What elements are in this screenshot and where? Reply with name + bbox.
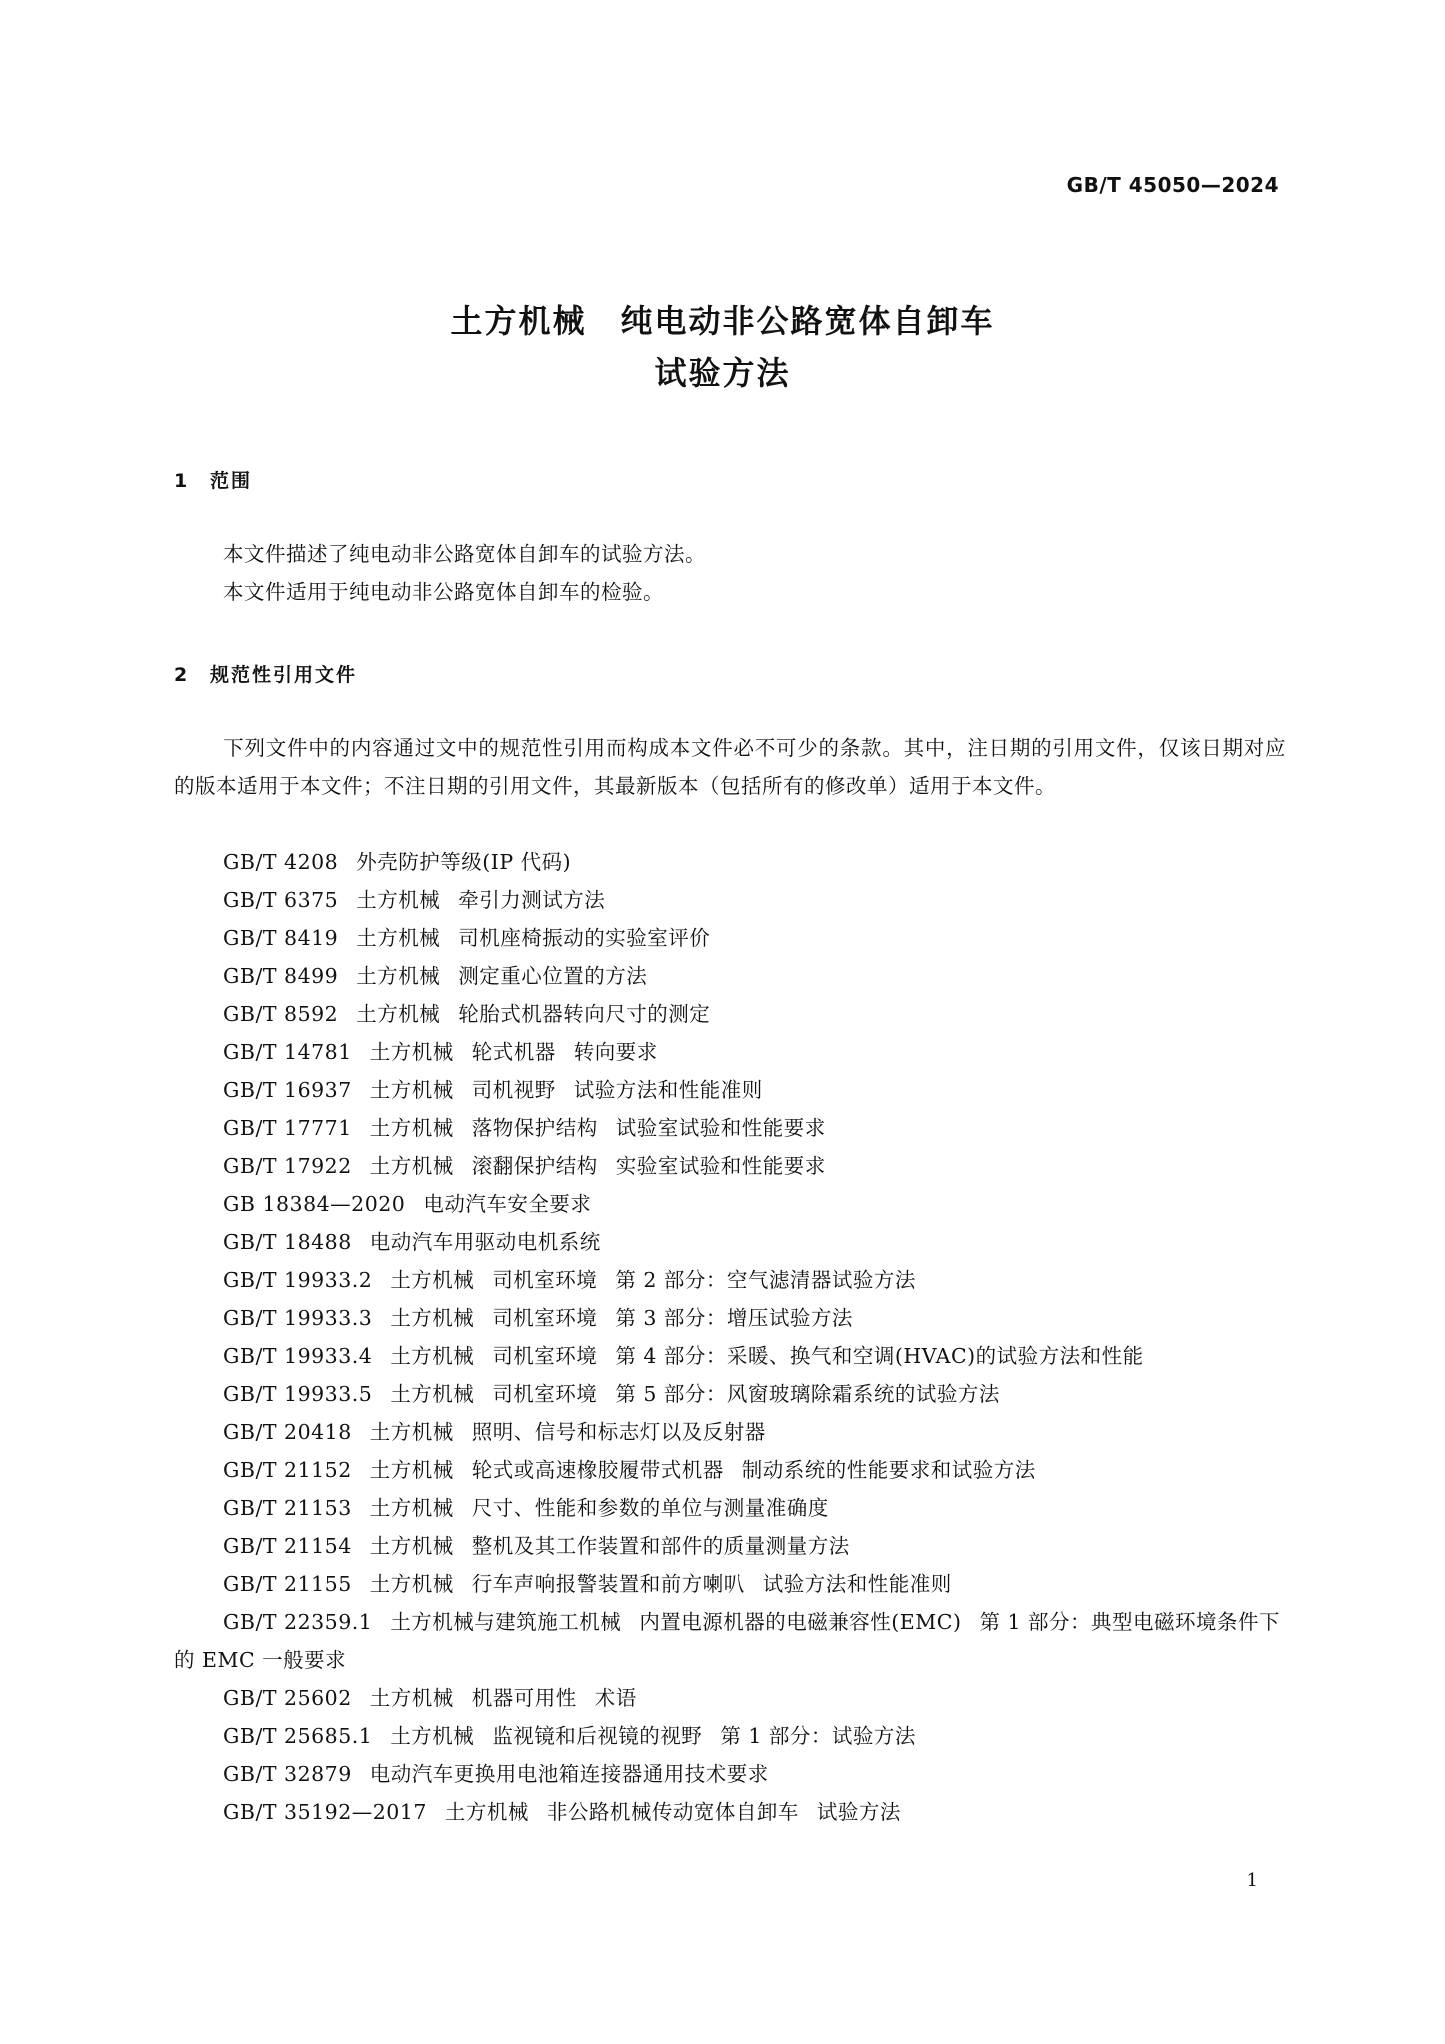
reference-title-part: 监视镜和后视镜的视野 xyxy=(492,1724,703,1748)
reference-item xyxy=(174,1033,1286,1071)
reference-title-part: 土方机械 xyxy=(369,1686,454,1710)
reference-code: GB/T 19933.5 xyxy=(223,1382,373,1406)
reference-code: GB/T 19933.3 xyxy=(223,1306,373,1330)
reference-title-part: 土方机械与建筑施工机械 xyxy=(390,1610,622,1634)
reference-code: GB/T 21152 xyxy=(223,1458,352,1482)
reference-item xyxy=(174,1071,1286,1109)
reference-code: GB/T 21153 xyxy=(223,1496,352,1520)
reference-title-part: 牵引力测试方法 xyxy=(458,888,606,912)
reference-code: GB/T 32879 xyxy=(223,1762,352,1786)
reference-code: GB/T 17922 xyxy=(223,1154,352,1178)
scope-paragraph-1 xyxy=(174,535,1286,573)
section-1-heading xyxy=(174,466,252,493)
reference-item xyxy=(174,995,1286,1033)
reference-item xyxy=(174,1413,1286,1451)
reference-item xyxy=(174,919,1286,957)
reference-code: GB/T 16937 xyxy=(223,1078,352,1102)
reference-title-part: 司机室环境 xyxy=(492,1268,598,1292)
reference-item xyxy=(174,881,1286,919)
title-line-1 xyxy=(0,295,1445,347)
reference-title-part: 土方机械 xyxy=(369,1078,454,1102)
reference-item xyxy=(174,1375,1286,1413)
reference-title-part: 土方机械 xyxy=(356,1002,441,1026)
reference-title-part: 土方机械 xyxy=(390,1724,475,1748)
reference-title-part: 电动汽车用驱动电机系统 xyxy=(369,1230,601,1254)
reference-title-part: 土方机械 xyxy=(390,1306,475,1330)
reference-title-part: 落物保护结构 xyxy=(471,1116,598,1140)
reference-title-part: 土方机械 xyxy=(369,1496,454,1520)
reference-title-part: 轮式或高速橡胶履带式机器 xyxy=(471,1458,724,1482)
reference-title-part: 实验室试验和性能要求 xyxy=(615,1154,826,1178)
reference-title-part: 制动系统的性能要求和试验方法 xyxy=(741,1458,1036,1482)
reference-item xyxy=(174,1679,1286,1717)
reference-code: GB/T 17771 xyxy=(223,1116,352,1140)
title-line-1-part-1: 土方机械 xyxy=(450,302,587,340)
reference-title-part: 第 1 部分：试验方法 xyxy=(720,1724,916,1748)
reference-item xyxy=(174,1527,1286,1565)
reference-code: GB/T 19933.2 xyxy=(223,1268,373,1292)
reference-item xyxy=(174,1489,1286,1527)
reference-title-part: 土方机械 xyxy=(369,1572,454,1596)
reference-code: GB/T 25685.1 xyxy=(223,1724,373,1748)
document-title xyxy=(0,295,1445,399)
reference-title-part: 试验方法和性能准则 xyxy=(573,1078,763,1102)
reference-title-part: 土方机械 xyxy=(369,1040,454,1064)
normative-references-list xyxy=(174,843,1286,1831)
reference-title-part: 第 5 部分：风窗玻璃除霜系统的试验方法 xyxy=(615,1382,1000,1406)
reference-code: GB/T 18488 xyxy=(223,1230,352,1254)
reference-code: GB/T 22359.1 xyxy=(223,1610,373,1634)
scope-text-1: 本文件描述了纯电动非公路宽体自卸车的试验方法。 xyxy=(223,542,706,566)
references-intro-text: 下列文件中的内容通过文中的规范性引用而构成本文件必不可少的条款。其中，注日期的引用文件，仅该日期对应的版本适用于本文件；不注日期的引用文件，其最新版本（包括所有的修改单）适用于本文件。 xyxy=(174,736,1286,798)
reference-title-part: 非公路机械传动宽体自卸车 xyxy=(546,1800,799,1824)
reference-item xyxy=(174,843,1286,881)
page-number: 1 xyxy=(1246,1870,1258,1891)
reference-item xyxy=(174,1451,1286,1489)
reference-title-part: 照明、信号和标志灯以及反射器 xyxy=(471,1420,766,1444)
reference-item xyxy=(174,1147,1286,1185)
reference-code: GB/T 20418 xyxy=(223,1420,352,1444)
title-line-2: 试验方法 xyxy=(654,354,791,392)
reference-code: GB/T 8592 xyxy=(223,1002,339,1026)
reference-code: GB/T 8419 xyxy=(223,926,339,950)
reference-item xyxy=(174,1603,1286,1679)
reference-code: GB/T 8499 xyxy=(223,964,339,988)
standard-number: GB/T 45050—2024 xyxy=(1066,173,1279,197)
reference-title-part: 土方机械 xyxy=(390,1344,475,1368)
references-intro-paragraph xyxy=(174,729,1286,805)
section-number: 1 xyxy=(174,470,190,492)
reference-title-part: 第 1 部分：典型电磁环境条件下的 EMC 一般要求 xyxy=(174,1610,1281,1672)
reference-code: GB/T 35192—2017 xyxy=(223,1800,427,1824)
reference-title-part: 土方机械 xyxy=(390,1268,475,1292)
reference-title-part: 转向要求 xyxy=(573,1040,658,1064)
reference-title-part: 土方机械 xyxy=(369,1154,454,1178)
reference-title-part: 内置电源机器的电磁兼容性(EMC) xyxy=(639,1610,962,1634)
reference-title-part: 土方机械 xyxy=(356,888,441,912)
reference-item xyxy=(174,1755,1286,1793)
reference-title-part: 外壳防护等级(IP 代码) xyxy=(356,850,572,874)
reference-title-part: 电动汽车安全要求 xyxy=(423,1192,592,1216)
scope-text-2: 本文件适用于纯电动非公路宽体自卸车的检验。 xyxy=(223,580,664,604)
reference-code: GB/T 6375 xyxy=(223,888,339,912)
reference-title-part: 司机室环境 xyxy=(492,1382,598,1406)
reference-title-part: 轮式机器 xyxy=(471,1040,556,1064)
reference-code: GB/T 21154 xyxy=(223,1534,352,1558)
section-2-heading xyxy=(174,660,357,687)
reference-code: GB/T 14781 xyxy=(223,1040,352,1064)
reference-title-part: 司机视野 xyxy=(471,1078,556,1102)
reference-title-part: 轮胎式机器转向尺寸的测定 xyxy=(458,1002,711,1026)
reference-item xyxy=(174,1793,1286,1831)
reference-title-part: 试验方法和性能准则 xyxy=(762,1572,952,1596)
section-title: 范围 xyxy=(210,470,253,492)
reference-title-part: 司机室环境 xyxy=(492,1344,598,1368)
reference-title-part: 土方机械 xyxy=(369,1420,454,1444)
reference-title-part: 土方机械 xyxy=(369,1458,454,1482)
reference-title-part: 整机及其工作装置和部件的质量测量方法 xyxy=(471,1534,850,1558)
scope-paragraph-2 xyxy=(174,573,1286,611)
reference-item xyxy=(174,1717,1286,1755)
reference-title-part: 土方机械 xyxy=(356,964,441,988)
reference-title-part: 土方机械 xyxy=(369,1534,454,1558)
reference-code: GB/T 25602 xyxy=(223,1686,352,1710)
reference-title-part: 电动汽车更换用电池箱连接器通用技术要求 xyxy=(369,1762,769,1786)
reference-title-part: 土方机械 xyxy=(444,1800,529,1824)
reference-title-part: 试验方法 xyxy=(816,1800,901,1824)
reference-item xyxy=(174,1261,1286,1299)
reference-title-part: 土方机械 xyxy=(390,1382,475,1406)
reference-item xyxy=(174,1565,1286,1603)
reference-title-part: 第 2 部分：空气滤清器试验方法 xyxy=(615,1268,916,1292)
reference-title-part: 术语 xyxy=(594,1686,637,1710)
reference-title-part: 第 4 部分：采暖、换气和空调(HVAC)的试验方法和性能 xyxy=(615,1344,1144,1368)
section-title: 规范性引用文件 xyxy=(210,664,358,686)
reference-title-part: 测定重心位置的方法 xyxy=(458,964,648,988)
reference-code: GB/T 19933.4 xyxy=(223,1344,373,1368)
reference-title-part: 行车声响报警装置和前方喇叭 xyxy=(471,1572,745,1596)
reference-item xyxy=(174,957,1286,995)
reference-title-part: 尺寸、性能和参数的单位与测量准确度 xyxy=(471,1496,829,1520)
reference-title-part: 土方机械 xyxy=(369,1116,454,1140)
reference-title-part: 试验室试验和性能要求 xyxy=(615,1116,826,1140)
reference-title-part: 司机座椅振动的实验室评价 xyxy=(458,926,711,950)
reference-item xyxy=(174,1185,1286,1223)
reference-item xyxy=(174,1223,1286,1261)
title-line-1-part-2: 纯电动非公路宽体自卸车 xyxy=(620,302,995,340)
reference-code: GB/T 21155 xyxy=(223,1572,352,1596)
reference-item xyxy=(174,1109,1286,1147)
reference-code: GB/T 4208 xyxy=(223,850,339,874)
reference-title-part: 滚翻保护结构 xyxy=(471,1154,598,1178)
reference-title-part: 第 3 部分：增压试验方法 xyxy=(615,1306,853,1330)
reference-code: GB 18384—2020 xyxy=(223,1192,406,1216)
reference-title-part: 司机室环境 xyxy=(492,1306,598,1330)
section-number: 2 xyxy=(174,664,190,686)
reference-item xyxy=(174,1299,1286,1337)
reference-item xyxy=(174,1337,1286,1375)
reference-title-part: 机器可用性 xyxy=(471,1686,577,1710)
reference-title-part: 土方机械 xyxy=(356,926,441,950)
